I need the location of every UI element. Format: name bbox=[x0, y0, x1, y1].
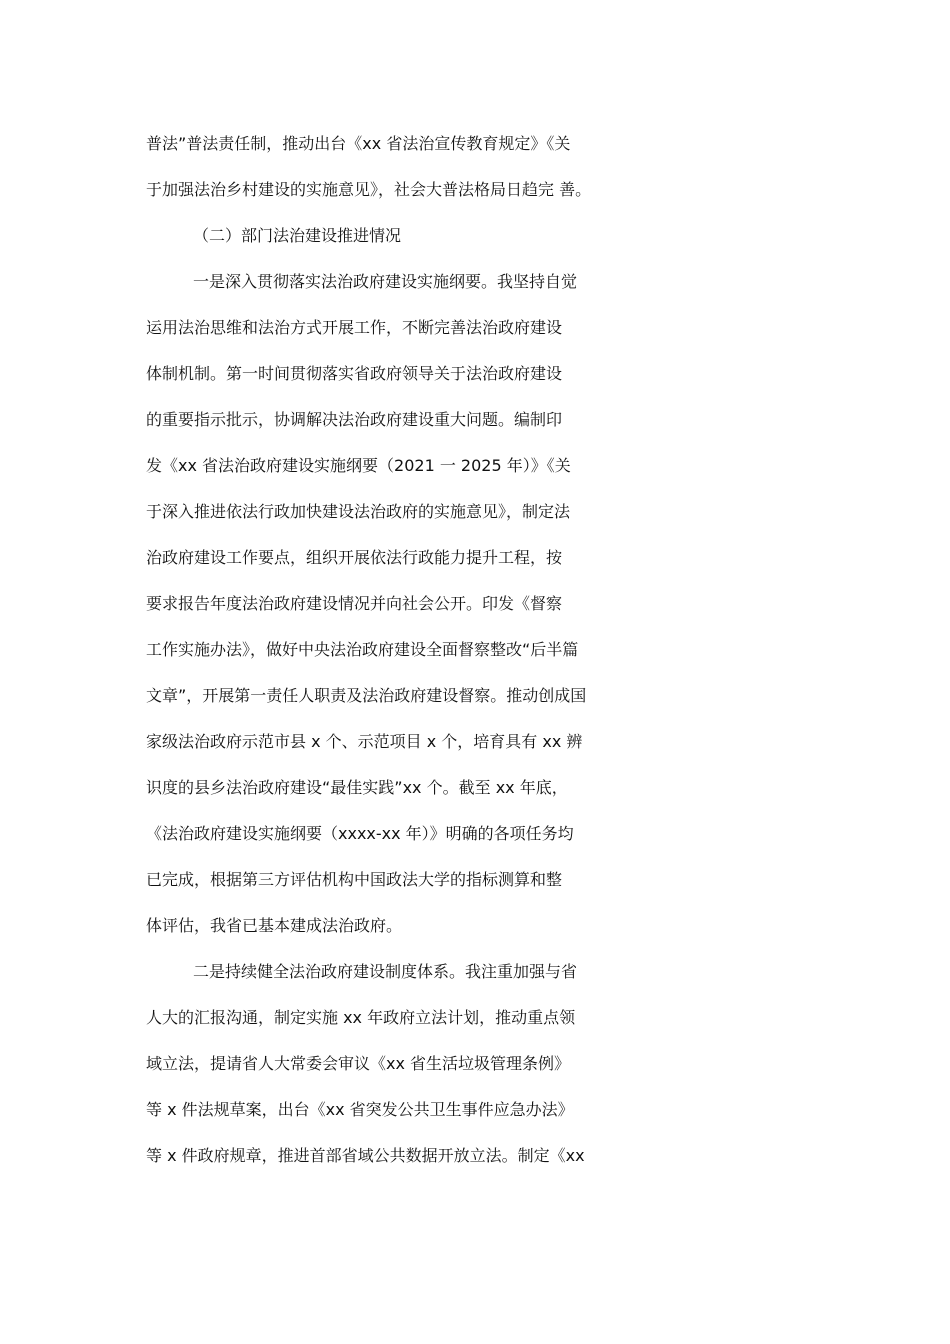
text-line: 等 x 件法规草案，出台《xx 省突发公共卫生事件应急办法》 bbox=[146, 1100, 574, 1119]
text-line: 《法治政府建设实施纲要（xxxx-xx 年）》明确的各项任务均 bbox=[146, 824, 574, 843]
paragraph-first-line: 一是深入贯彻落实法治政府建设实施纲要。我坚持自觉 bbox=[193, 272, 578, 291]
text-line: 家级法治政府示范市县 x 个、示范项目 x 个，培育具有 xx 辨 bbox=[146, 732, 583, 751]
text-line: 发《xx 省法治政府建设实施纲要（2021 一 2025 年）》《关 bbox=[146, 456, 571, 475]
text-line: 要求报告年度法治政府建设情况并向社会公开。印发《督察 bbox=[146, 594, 563, 613]
text-line: 工作实施办法》，做好中央法治政府建设全面督察整改“后半篇 bbox=[146, 640, 579, 659]
text-line: 于加强法治乡村建设的实施意见》，社会大普法格局日趋完 善。 bbox=[146, 180, 592, 199]
text-line: 人大的汇报沟通，制定实施 xx 年政府立法计划，推动重点领 bbox=[146, 1008, 576, 1027]
text-line: 已完成，根据第三方评估机构中国政法大学的指标测算和整 bbox=[146, 870, 563, 889]
section-heading: （二）部门法治建设推进情况 bbox=[193, 226, 402, 245]
text-line: 运用法治思维和法治方式开展工作，不断完善法治政府建设 bbox=[146, 318, 563, 337]
text-line: 的重要指示批示，协调解决法治政府建设重大问题。编制印 bbox=[146, 410, 563, 429]
text-line: 体制机制。第一时间贯彻落实省政府领导关于法治政府建设 bbox=[146, 364, 563, 383]
paragraph-first-line: 二是持续健全法治政府建设制度体系。我注重加强与省 bbox=[193, 962, 578, 981]
text-line: 域立法，提请省人大常委会审议《xx 省生活垃圾管理条例》 bbox=[146, 1054, 571, 1073]
text-line: 等 x 件政府规章，推进首部省域公共数据开放立法。制定《xx bbox=[146, 1146, 585, 1165]
text-line: 文章”，开展第一责任人职责及法治政府建设督察。推动创成国 bbox=[146, 686, 587, 705]
text-line: 于深入推进依法行政加快建设法治政府的实施意见》，制定法 bbox=[146, 502, 571, 521]
text-line: 普法”普法责任制，推动出台《xx 省法治宣传教育规定》《关 bbox=[146, 134, 571, 153]
text-line: 治政府建设工作要点，组织开展依法行政能力提升工程，按 bbox=[146, 548, 563, 567]
text-line: 体评估，我省已基本建成法治政府。 bbox=[146, 916, 403, 935]
text-line: 识度的县乡法治政府建设“最佳实践”xx 个。截至 xx 年底， bbox=[146, 778, 568, 797]
